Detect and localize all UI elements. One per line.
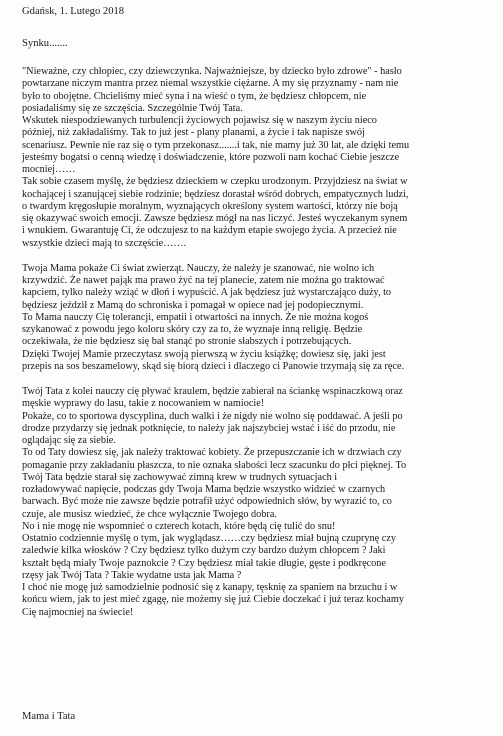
paragraph-line: Twoja Mama pokaże Ci świat zwierząt. Nauczy, że należy je szanować, nie wolno ich bbox=[22, 262, 375, 274]
paragraph-line: Tak sobie czasem myślę, że będziesz dzieckiem w czepku urodzonym. Przyjdziesz na świat w bbox=[22, 176, 408, 188]
paragraph-line: kapciem, tylko należy wziąć w dłoń i wypuścić. A jak będziesz już wystarczająco duży, to bbox=[22, 287, 392, 299]
letter-paragraph bbox=[22, 263, 492, 373]
paragraph-line: końcu wiem, jak to jest mieć zgagę, nie możemy się już Ciebie doczekać i już teraz kochamy bbox=[22, 594, 404, 606]
paragraph-line: wszystkie dzieci mają to szczęście……. bbox=[22, 237, 187, 249]
paragraph-line: To od Taty dowiesz się, jak należy traktować kobiety. Że przepuszczanie ich w drzwiach czy bbox=[22, 447, 402, 459]
paragraph-gap bbox=[22, 250, 492, 263]
letter-paragraph bbox=[22, 66, 492, 250]
paragraph-line: To Mama nauczy Cię tolerancji, empatii i otwartości na innych. Że nie można kogoś bbox=[22, 311, 369, 323]
paragraph-line: Cię najmocniej na świecie! bbox=[22, 606, 134, 618]
paragraph-line: później, niż zakładaliśmy. Tak to już jest - plany planami, a życie i tak napisze swój bbox=[22, 127, 365, 139]
paragraph-line: drodze przydarzy się jednak potknięcie, to należy jak najszybciej wstać i iść do przodu, nie bbox=[22, 422, 396, 434]
paragraph-line: zaledwie kilka włosków ? Czy będziesz tylko dużym czy bardzo dużym chłopcem ? Jaki bbox=[22, 545, 386, 557]
letter-date: Gdańsk, 1. Lutego 2018 bbox=[22, 6, 125, 17]
paragraph-line: szykanować z powodu jego koloru skóry czy za to, że wyznaje inną religię. Będzie bbox=[22, 324, 363, 335]
paragraph-line: rzęsy jak Twój Tata ? Takie wydatne usta jak Mama ? bbox=[22, 569, 242, 581]
paragraph-line: czuje, ale musisz wiedzieć, że chce wyłącznie Twojego dobra. bbox=[22, 508, 277, 520]
paragraph-line: oczekiwała, że nie będziesz się bał stanąć po stronie słabszych i potrzebujących. bbox=[22, 336, 352, 348]
letter-body bbox=[22, 66, 492, 619]
paragraph-line: Wskutek niespodziewanych turbulencji życiowych pojawisz się w naszym życiu nieco bbox=[22, 115, 377, 126]
paragraph-gap bbox=[22, 373, 492, 386]
paragraph-line: pomaganie przy zakładaniu płaszcza, to nie oznaka słabości lecz szacunku do płci pięknej. To bbox=[22, 459, 407, 471]
paragraph-line: scenariusz. Pewnie nie raz się o tym przekonasz.......i tak, nie mamy już 30 lat, ale dzięki temu bbox=[22, 139, 410, 151]
paragraph-line: kształt będą miały Twoje paznokcie ? Czy będziesz miał takie długie, gęste i podkręcone bbox=[22, 557, 386, 569]
paragraph-line: posiadaliśmy się ze szczęścia. Szczególnie Twój Tata. bbox=[22, 102, 243, 114]
paragraph-line: się okazywać swoich emocji. Zawsze będziesz mógł na nas liczyć. Jesteś wyczekanym synem bbox=[22, 213, 408, 224]
paragraph-line: rozładowywać napięcie, podczas gdy Twoja Mama będzie wszystko widzieć w czarnych bbox=[22, 484, 386, 495]
paragraph-line: męskie wyprawy do lasu, takie z nocowaniem w namiocie! bbox=[22, 398, 265, 410]
paragraph-line: będziesz jeździł z Mamą do schroniska i pomagał w opiece nad jej podopiecznymi. bbox=[22, 299, 364, 311]
letter-signature: Mama i Tata bbox=[22, 711, 76, 722]
paragraph-line: I choć nie mogę już samodzielnie podnosić się z kanapy, tęsknię za spaniem na brzuchu i w bbox=[22, 582, 398, 593]
paragraph-line: barwach. Być może nie zawsze będzie potrafił użyć odpowiednich słów, by wyrazić to, co bbox=[22, 496, 392, 508]
paragraph-line: było to obojętne. Chcieliśmy mieć syna i na wieść o tym, że będziesz chłopcem, nie bbox=[22, 90, 367, 102]
paragraph-line: oglądając się za siebie. bbox=[22, 435, 116, 446]
paragraph-line: jesteśmy bogatsi o cenną wiedzę i doświadczenie, które pozwoli nam kochać Ciebie jeszcze bbox=[22, 151, 400, 163]
paragraph-line: Ostatnio codziennie myślę o tym, jak wyglądasz……czy będziesz miał bujną czuprynę czy bbox=[22, 533, 396, 544]
paragraph-line: powtarzane niczym mantra przez niemal wszystkie ciężarne. A my się przyznamy - nam nie bbox=[22, 78, 399, 90]
paragraph-line: Pokaże, co to sportowa dyscyplina, duch walki i że nigdy nie wolno się poddawać. A jeśli po bbox=[22, 410, 403, 422]
paragraph-line: krzywdzić. Że nawet pająk ma prawo żyć na tej planecie, zatem nie można go traktować bbox=[22, 275, 385, 286]
paragraph-line: Dzięki Twojej Mamie przeczytasz swoją pierwszą w życiu książkę; dowiesz się, jaki jest bbox=[22, 348, 386, 360]
paragraph-line: i wnukiem. Gwarantuję Ci, że odczujesz to na każdym etapie swojego życia. A przecież nie bbox=[22, 225, 397, 237]
paragraph-line: mocniej…… bbox=[22, 164, 76, 175]
paragraph-line: przepis na sos beszamelowy, skąd się biorą dzieci i dlaczego ci Panowie trzymają się za ręce. bbox=[22, 360, 405, 372]
letter-paragraph bbox=[22, 386, 492, 619]
letter-salutation: Synku....... bbox=[22, 38, 68, 49]
paragraph-line: Twój Tata z kolei nauczy cię pływać kraulem, będzie zabierał na ściankę wspinaczkową oraz bbox=[22, 386, 403, 397]
paragraph-line: o twardym kręgosłupie moralnym, wyznających określony system wartości, którzy nie boją bbox=[22, 200, 398, 212]
paragraph-line: No i nie mogę nie wspomnieć o czterech kotach, które będą cię tulić do snu! bbox=[22, 520, 336, 532]
paragraph-line: "Nieważne, czy chłopiec, czy dziewczynka. Najważniejsze, by dziecko było zdrowe" - hasło bbox=[22, 66, 402, 77]
paragraph-line: Twój Tata będzie starał się zachowywać zimną krew w trudnych sytuacjach i bbox=[22, 471, 338, 483]
paragraph-line: kochającej i szanującej siebie rodzinie; będziesz dorastał wśród dobrych, empatycznych ludzi, bbox=[22, 188, 409, 200]
